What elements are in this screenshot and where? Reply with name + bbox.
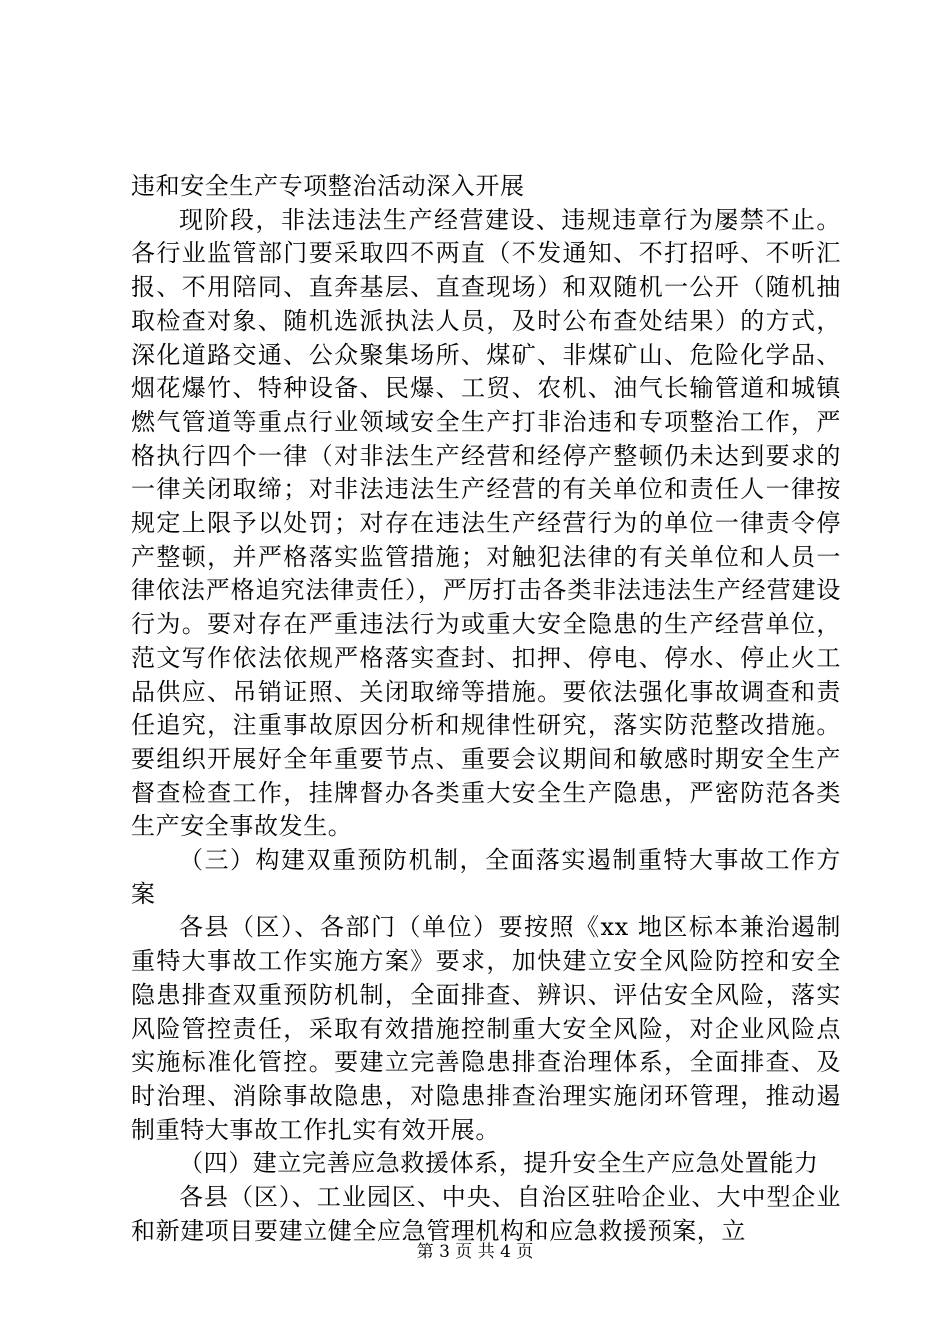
page-footer: 第 3 页 共 4 页	[416, 1242, 534, 1262]
paragraph-enforcement: 现阶段，非法违法生产经营建设、违规违章行为屡禁不止。各行业监管部门要采取四不两直（不发通知、不打招呼、不听汇报、不用陪同、直奔基层、直查现场）和双随机一公开（随机抽取检查对象、随机选派执法人员，及时公布查处结果）的方式，深化道路交通、公众聚集场所、煤矿、非煤矿山、危险化学品、烟花爆竹、特种设备、民爆、工贸、农机、油气长输管道和城镇燃气管道等重点行业领域安全生产打非治违和专项整治工作，严格执行四个一律（对非法生产经营和经停产整顿仍未达到要求的一律关闭取缔；对非法违法生产经营的有关单位和责任人一律按规定上限予以处罚；对存在违法生产经营行为的单位一律责令停产整顿，并严格落实监管措施；对触犯法律的有关单位和人员一律依法严格追究法律责任），严厉打击各类非法违法生产经营建设行为。要对存在严重违法行为或重大安全隐患的生产经营单位，范文写作依法依规严格落实查封、扣押、停电、停水、停止火工品供应、吊销证照、关闭取缔等措施。要依法强化事故调查和责任追究，注重事故原因分析和规律性研究，落实防范整改措施。要组织开展好全年重要节点、重要会议期间和敏感时期安全生产督查检查工作，挂牌督办各类重大安全生产隐患，严密防范各类生产安全事故发生。	[131, 205, 841, 841]
paragraph-prevention: 各县（区）、各部门（单位）要按照《xx 地区标本兼治遏制重特大事故工作实施方案》要求，加快建立安全风险防控和安全隐患排查双重预防机制，全面排查、辨识、评估安全风险，落实风险管控责任，采取有效措施控制重大安全风险，对企业风险点实施标准化管控。要建立完善隐患排查治理体系，全面排查、及时治理、消除事故隐患，对隐患排查治理实施闭环管理，推动遏制重特大事故工作扎实有效开展。	[131, 913, 841, 1144]
section-heading-3: （三）构建双重预防机制，全面落实遏制重特大事故工作方案	[131, 846, 841, 908]
paragraph-continuation: 违和安全生产专项整治活动深入开展	[131, 172, 525, 200]
document-body	[131, 170, 841, 1249]
section-heading-4: （四）建立完善应急救援体系，提升安全生产应急处置能力	[179, 1149, 819, 1178]
paragraph-emergency: 各县（区）、工业园区、中央、自治区驻哈企业、大中型企业和新建项目要建立健全应急管理机构和应急救援预案，立	[131, 1183, 841, 1245]
